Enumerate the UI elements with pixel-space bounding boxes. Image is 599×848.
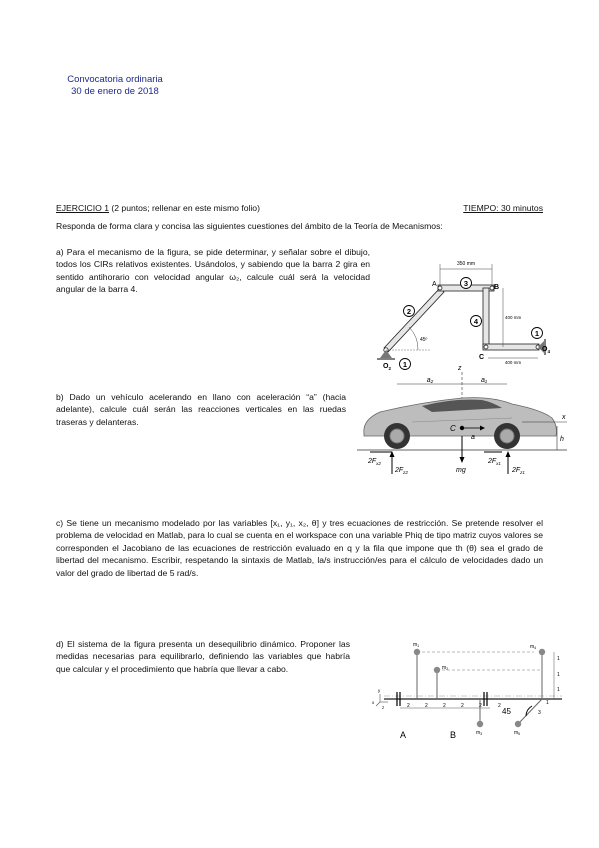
- bar-number-2: [404, 306, 415, 317]
- mass-m5-label: $m_5$: [514, 730, 521, 736]
- weight-label: mg: [456, 467, 466, 474]
- exam-date: 30 de enero de 2018: [71, 86, 159, 97]
- mass-m2-label: $m_2$: [442, 665, 449, 671]
- bar-bottom: [483, 344, 539, 350]
- bearing-b-label: B: [450, 730, 457, 740]
- center-label: C: [450, 424, 456, 433]
- mass-m4-label: $m_4$: [530, 644, 537, 650]
- ground-o2-label: $O_2$: [383, 363, 391, 371]
- rear-normal-label: $2F_{z2}$: [395, 467, 408, 475]
- right-dim-2: 1: [557, 672, 560, 678]
- spacing-2: 2: [425, 703, 428, 709]
- height-label: h: [560, 436, 564, 443]
- front-rim: [500, 429, 514, 443]
- exercise-time: TIEMPO: 30 minutos: [463, 203, 543, 213]
- right-dim-1: 1: [557, 656, 560, 662]
- question-a: a) Para el mecanismo de la figura, se pide determinar, y señalar sobre el dibujo, todos los CIRs relativos existentes. Usándolos, y sabiendo que la barra 2 gira en sentido antihorario con velocidad angular ω₂, calcule cuál será la velocidad angular de la barra 4.: [56, 247, 370, 295]
- ground-support-o2: [380, 350, 392, 358]
- center-of-mass: [460, 426, 464, 430]
- svg-text:4: 4: [473, 317, 479, 326]
- front-normal-head: [506, 451, 511, 457]
- spacing-6: 2: [498, 703, 501, 709]
- point-b-label: B: [494, 284, 500, 291]
- bar-2: [384, 288, 444, 352]
- weight-arrow-head: [460, 457, 465, 463]
- ground-o4-label: $O_4$: [542, 346, 550, 354]
- triad-x-label: x: [372, 700, 375, 705]
- front-normal-label: $2F_{z1}$: [512, 467, 525, 475]
- mass-m1: [414, 649, 420, 655]
- bearing-a-label: A: [400, 730, 407, 740]
- x-axis-label: x: [562, 414, 566, 421]
- exercise-heading: [56, 203, 260, 213]
- joint-a: [438, 286, 442, 290]
- mass-m3-label: $m_3$: [476, 730, 483, 736]
- car-figure: [352, 362, 582, 480]
- accel-label: a: [471, 434, 475, 441]
- bar-4: [483, 288, 489, 348]
- triad-z-label: z: [382, 705, 385, 710]
- triad-z: [376, 702, 380, 706]
- mass-m4: [539, 649, 545, 655]
- rear-rim: [390, 429, 404, 443]
- exercise-subtitle: (2 puntos; rellenar en este mismo folio): [109, 203, 260, 213]
- bar-number-3: [461, 278, 472, 289]
- shaft-figure: [362, 636, 582, 744]
- bar-number-1-right: [532, 328, 543, 339]
- svg-text:1: 1: [402, 360, 408, 369]
- mass-m1-label: $m_1$: [413, 642, 420, 648]
- rear-friction-label: $2F_{x2}$: [368, 458, 381, 466]
- angle-label: 45º: [420, 337, 428, 343]
- triad-y-label: y: [378, 688, 381, 693]
- diag-dim-1: 1: [546, 700, 549, 706]
- exercise-intro: Responda de forma clara y concisa las siguientes cuestiones del ámbito de la Teoría de Mecanismos:: [56, 221, 443, 231]
- front-friction-label: $2F_{x1}$: [488, 458, 501, 466]
- exam-header: [40, 74, 190, 98]
- right-dim-3: 1: [557, 687, 560, 693]
- question-d: d) El sistema de la figura presenta un desequilibrio dinámico. Proponer las medidas necesarias para equilibrarlo, definiendo las variables que habría que calcular y el procedimiento que habría que llevar a cabo.: [56, 639, 350, 674]
- exercise-title: EJERCICIO 1: [56, 203, 110, 213]
- diag-dim-3: 3: [538, 710, 541, 716]
- joint-c: [484, 345, 488, 349]
- svg-text:1: 1: [534, 329, 540, 338]
- dim-bottom-label: 400 mm: [504, 360, 522, 365]
- svg-text:2: 2: [406, 307, 412, 316]
- dim-top-label: 350 mm: [456, 261, 476, 267]
- point-c-label: C: [479, 354, 485, 361]
- spacing-4: 2: [461, 703, 464, 709]
- dim-vertical-label: 400 mm: [505, 315, 522, 320]
- mass-m2: [434, 667, 440, 673]
- point-a-label: A: [432, 281, 437, 288]
- angle-45-label: 45: [502, 707, 511, 716]
- question-c: c) Se tiene un mecanismo modelado por las variables [x₁, y₁, x₂, θ] y tres ecuaciones de restricción. Se pretende resolver el problema de velocidad en Matlab, para lo cual se cuenta en el workspace con una variable Phiq de tipo matriz cuyos valores se corresponden el Jacobiano de las ecuaciones de restricción evaluado en q y la fila que impone que th (θ) sea el grado de libertad del mecanismo. Escribir, respetando la sintaxis de Matlab, la/s instrucción/es para el cálculo de velocidades dado un valor del grado de libertad de 5 rad/s.: [56, 518, 543, 578]
- mass-m3: [477, 721, 483, 727]
- svg-text:3: 3: [463, 279, 469, 288]
- z-axis-label: z: [458, 365, 462, 372]
- exam-session: Convocatoria ordinaria: [67, 74, 163, 85]
- mass-m5: [515, 721, 521, 727]
- angle-arc: [409, 327, 418, 350]
- dim-a1-label: a₁: [480, 377, 488, 384]
- mechanism-figure: [372, 255, 562, 375]
- spacing-1: 2: [407, 703, 410, 709]
- dim-a2-label: a₂: [426, 377, 434, 384]
- spacing-5: 2: [479, 703, 482, 709]
- bar-number-4: [471, 316, 482, 327]
- exercise-title-row: [56, 203, 543, 213]
- spacing-3: 2: [443, 703, 446, 709]
- question-b: b) Dado un vehículo acelerando en llano con aceleración “a” (hacia adelante), calcule cuál serán las reacciones verticales en las ruedas traseras y delanteras.: [56, 392, 346, 427]
